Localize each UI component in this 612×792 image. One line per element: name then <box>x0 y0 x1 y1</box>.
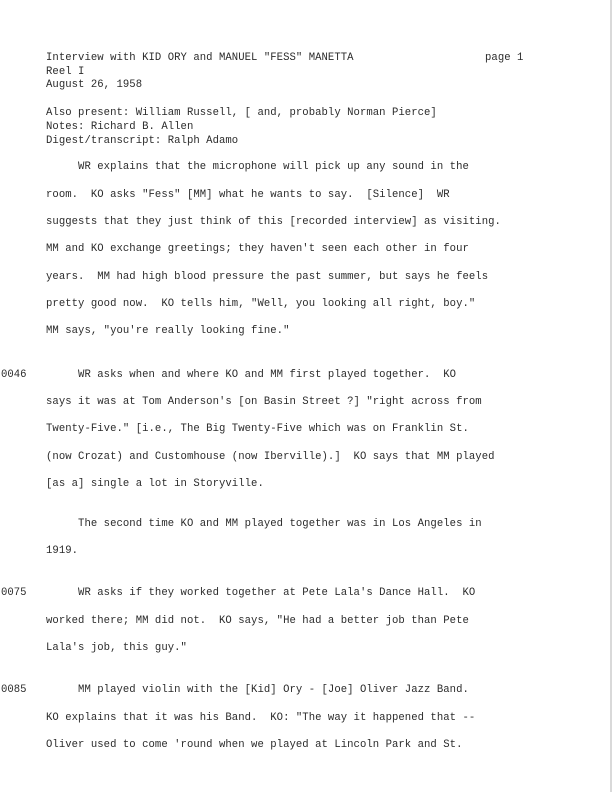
text-line: 1919. <box>46 545 79 557</box>
text-line: suggests that they just think of this [recorded interview] as visiting. <box>46 216 501 228</box>
text-line: WR asks when and where KO and MM first played together. KO <box>46 369 457 381</box>
text-line: MM played violin with the [Kid] Ory - [Joe] Oliver Jazz Band. <box>46 684 469 696</box>
text-line: pretty good now. KO tells him, "Well, you looking all right, boy." <box>46 298 476 310</box>
digest-credit: Digest/transcript: Ralph Adamo <box>46 135 239 147</box>
notes-credit: Notes: Richard B. Allen <box>46 121 194 133</box>
text-line: Twenty-Five." [i.e., The Big Twenty-Five which was on Franklin St. <box>46 423 469 435</box>
text-line: KO explains that it was his Band. KO: "The way it happened that -- <box>46 712 476 724</box>
text-line: worked there; MM did not. KO says, "He had a better job than Pete <box>46 615 469 627</box>
text-line: Oliver used to come 'round when we played at Lincoln Park and St. <box>46 739 463 751</box>
text-line: Lala's job, this guy." <box>46 642 187 654</box>
document-title: Interview with KID ORY and MANUEL "FESS" MANETTA <box>46 52 354 64</box>
interview-date: August 26, 1958 <box>46 79 143 91</box>
text-line: (now Crozat) and Customhouse (now Iberville).] KO says that MM played <box>46 451 495 463</box>
text-line: room. KO asks "Fess" [MM] what he wants to say. [Silence] WR <box>46 189 450 201</box>
text-line: The second time KO and MM played together was in Los Angeles in <box>46 518 482 530</box>
text-line: says it was at Tom Anderson's [on Basin Street ?] "right across from <box>46 396 482 408</box>
reel-label: Reel I <box>46 66 85 78</box>
text-line: WR asks if they worked together at Pete Lala's Dance Hall. KO <box>46 587 476 599</box>
page-number: page 1 <box>485 52 524 64</box>
text-line: MM and KO exchange greetings; they haven't seen each other in four <box>46 243 469 255</box>
tape-counter: 0046 <box>1 369 27 381</box>
tape-counter: 0085 <box>1 684 27 696</box>
text-line: WR explains that the microphone will pick up any sound in the <box>46 161 469 173</box>
text-line: MM says, "you're really looking fine." <box>46 325 290 337</box>
tape-counter: 0075 <box>1 587 27 599</box>
text-line: years. MM had high blood pressure the past summer, but says he feels <box>46 271 489 283</box>
also-present: Also present: William Russell, [ and, probably Norman Pierce] <box>46 107 437 119</box>
text-line: [as a] single a lot in Storyville. <box>46 478 264 490</box>
